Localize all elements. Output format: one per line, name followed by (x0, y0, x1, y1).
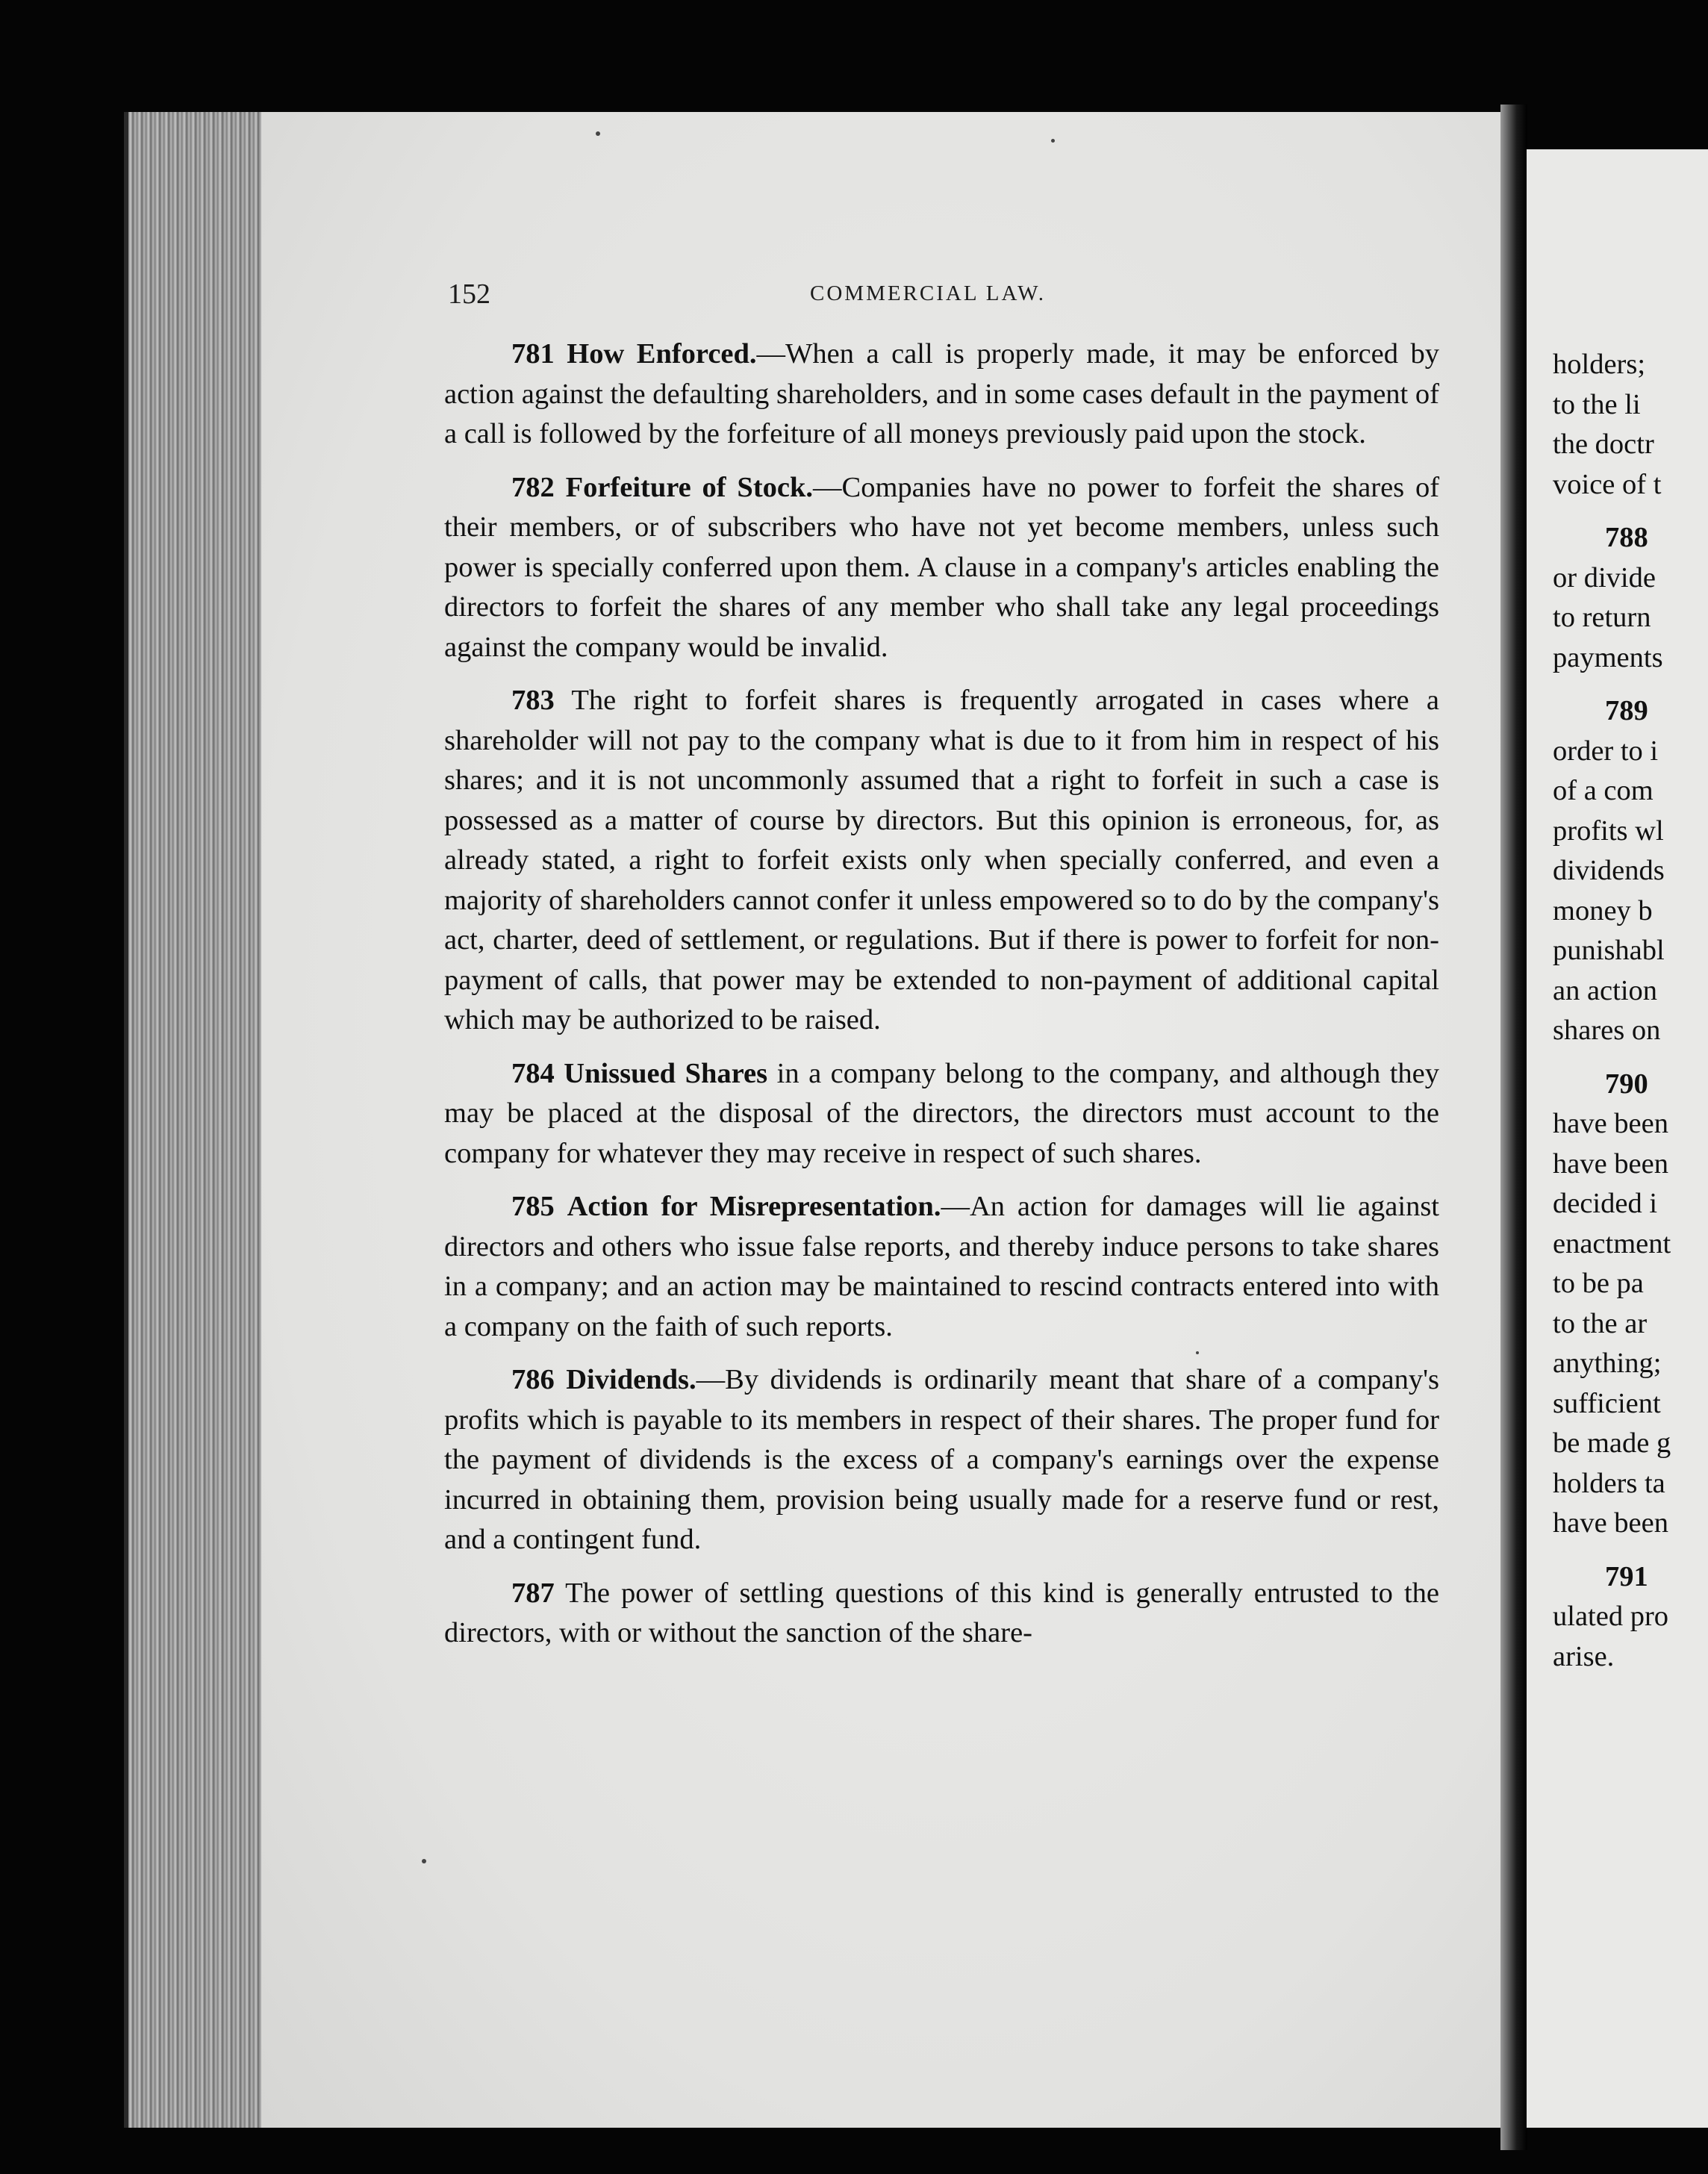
right-page-line: be made g (1553, 1427, 1671, 1459)
right-page-line: holders; (1553, 349, 1646, 380)
paragraph-gap (1553, 678, 1708, 691)
right-page-line: of a com (1553, 775, 1654, 806)
right-page-line: punishabl (1553, 935, 1665, 966)
running-title: COMMERCIAL LAW. (810, 281, 1047, 305)
right-page-line: to the ar (1553, 1307, 1648, 1339)
right-section-number: 789 (1605, 695, 1648, 726)
paragraph-gap (1553, 1544, 1708, 1557)
section-number: 782 (511, 471, 555, 503)
page-number: 152 (448, 278, 490, 310)
paragraph-784 (444, 1054, 1439, 1174)
section-text: When a call is properly made, it may be enforced by action against the defaulting shareholders, and in some cases default in the payment of a call is followed by the forfeiture of all moneys previously paid upon the stock. (444, 338, 1439, 449)
section-text: Companies have no power to forfeit the shares of their members, or of subscribers who have not yet become members, unless such power is specially conferred upon them. A clause in a company's articles enabling the directors to forfeit the shares of any member who shall take any legal proceedings against the company would be invalid. (444, 471, 1440, 663)
page-edges (124, 112, 270, 2128)
dust-speck (422, 1859, 426, 1863)
section-title: Unissued Shares (564, 1057, 768, 1089)
right-page-line: shares on (1553, 1015, 1661, 1046)
section-number: 781 (511, 338, 555, 370)
paragraph-gap (1553, 1051, 1708, 1065)
section-number: 787 (511, 1577, 555, 1609)
right-page-line: or divide (1553, 561, 1656, 594)
right-page-line: arise. (1553, 1640, 1615, 1672)
section-title: How Enforced. (567, 338, 757, 370)
paragraph-gap (1553, 505, 1708, 518)
body-text (444, 334, 1439, 1654)
paragraph-783 (444, 681, 1439, 1041)
section-title: Dividends. (566, 1364, 696, 1395)
right-section-number: 788 (1605, 522, 1648, 553)
title-dash: — (696, 1364, 726, 1395)
right-section-number: 790 (1605, 1068, 1648, 1100)
section-number: 786 (511, 1364, 555, 1395)
right-page-line: the doctr (1553, 429, 1654, 460)
title-dash: — (756, 338, 786, 370)
right-page-line: money b (1553, 894, 1653, 926)
right-page-line: to return (1553, 602, 1651, 633)
right-page-line: an action (1553, 974, 1658, 1006)
right-section-number: 791 (1605, 1560, 1648, 1592)
running-head (448, 278, 1433, 323)
dust-speck (1051, 139, 1055, 143)
right-page-line: enactment (1553, 1227, 1671, 1259)
right-page-text (1553, 345, 1708, 1677)
right-page-line: ulated pro (1553, 1601, 1669, 1632)
right-page-line: have been (1553, 1147, 1668, 1180)
right-page-line: anything; (1553, 1348, 1662, 1379)
section-text: The power of settling questions of this kind is generally entrusted to the directors, with or without the sanction of the share- (444, 1577, 1439, 1648)
section-text: By dividends is ordinarily meant that share of a company's profits which is payable to its members in respect of their shares. The proper fund for the payment of dividends is the excess of a company's earnings over the expense incurred in obtaining them, provision being usually made for a reserve fund or rest, and a contingent fund. (444, 1364, 1439, 1555)
right-page-line: order to i (1553, 735, 1659, 767)
right-page-line: voice of t (1553, 468, 1662, 500)
right-page-line: have been (1553, 1108, 1668, 1139)
right-page-line: sufficient (1553, 1387, 1661, 1419)
paragraph-781 (444, 334, 1439, 455)
section-title: Action for Misrepresentation. (567, 1191, 941, 1222)
right-page-line: to the li (1553, 388, 1641, 420)
right-page-line: payments (1553, 641, 1663, 673)
right-page-line: have been (1553, 1507, 1668, 1539)
section-text: The right to forfeit shares is frequently arrogated in cases where a shareholder will not pay to the company what is due to it from him in respect of his shares; and it is not uncommonly assumed that a right to forfeit in such a case is possessed as a matter of course by directors. But this opinion is erroneous, for, as already stated, a right to forfeit exists only when specially conferred, and even a majority of shareholders cannot confer it unless empowered so to do by the company's act, charter, deed of settlement, or regulations. But if there is power to forfeit for non-payment of calls, that power may be extended to non-payment of additional capital which may be authorized to be raised. (444, 685, 1439, 1035)
paragraph-785 (444, 1187, 1439, 1347)
title-dash: — (941, 1191, 970, 1222)
section-text: in a company belong to the company, and although they may be placed at the disposal of the directors, the directors must account to the company for whatever they may receive in respect of such shares. (444, 1057, 1440, 1169)
section-text: An action for damages will lie against directors and others who issue false reports, and thereby induce persons to take shares in a company; and an action may be maintained to rescind contracts entered into with a company on the faith of such reports. (444, 1191, 1439, 1342)
paragraph-782 (444, 468, 1439, 668)
right-page-line: decided i (1553, 1188, 1658, 1219)
section-title: Forfeiture of Stock. (565, 471, 814, 503)
section-number: 783 (511, 685, 555, 716)
paragraph-787 (444, 1574, 1439, 1654)
dust-speck (596, 131, 600, 136)
section-number: 784 (511, 1057, 555, 1089)
paragraph-786 (444, 1360, 1439, 1560)
right-page-line: profits wl (1553, 815, 1664, 847)
book-gutter (1500, 105, 1527, 2150)
right-page-line: dividends (1553, 855, 1665, 886)
right-page-line: to be pa (1553, 1268, 1644, 1299)
section-number: 785 (511, 1191, 555, 1222)
right-page-line: holders ta (1553, 1467, 1665, 1499)
title-dash: — (813, 471, 842, 503)
